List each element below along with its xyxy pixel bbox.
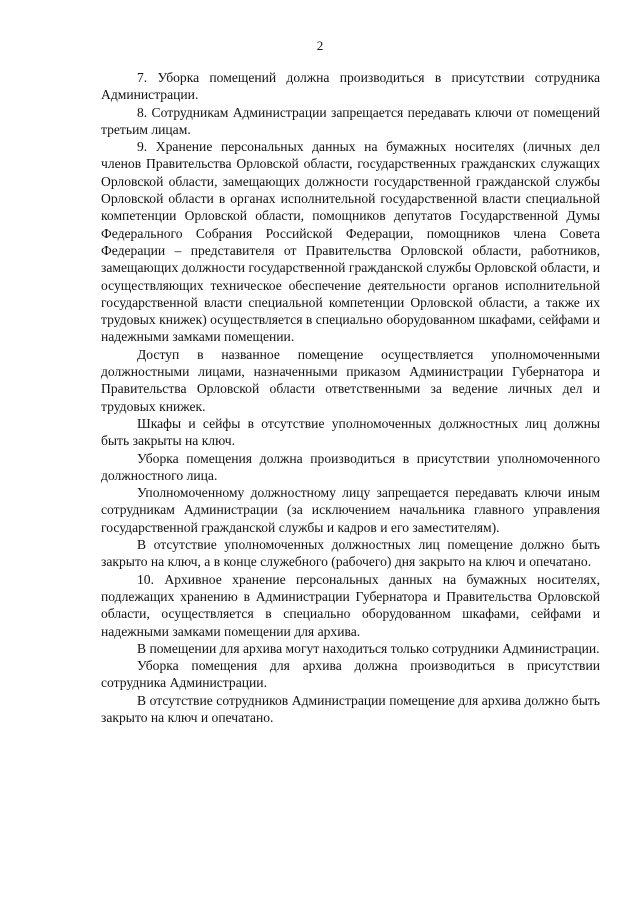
paragraph-keys: Уполномоченному должностному лицу запрещается передавать ключи иным сотрудникам Администрации (за исключением начальника главного управления государственной гражданской службы и кадров и его заместителям).	[101, 485, 600, 535]
paragraph-item-9: 9. Хранение персональных данных на бумажных носителях (личных дел членов Правительства Орловской области, государственных гражданских служащих Орловской области, замещающих должности государственной гражданской службы Орловской области в органах исполнительной государственной власти специальной компетенции Орловской области, помощников депутатов Государственной Думы Федерального Собрания Российской Федерации, помощников члена Совета Федерации – представителя от Правительства Орловской области, работников, замещающих должности государственной гражданской службы Орловской области, и осуществляющих техническое обеспечение деятельности органов исполнительной государственной власти специальной компетенции Орловской области, а также их трудовых книжек) осуществляется в специально оборудованном шкафами, сейфами и надежными замками помещении.	[101, 139, 600, 345]
paragraph-access: Доступ в названное помещение осуществляется уполномоченными должностными лицами, назначенными приказом Администрации Губернатора и Правительства Орловской области ответственными за ведение личных дел и трудовых книжек.	[101, 346, 600, 414]
document-body	[101, 69, 600, 726]
paragraph-archive-absence: В отсутствие сотрудников Администрации помещение для архива должно быть закрыто на ключ и опечатано.	[101, 692, 600, 725]
page-number: 2	[316, 38, 324, 53]
paragraph-item-8: 8. Сотрудникам Администрации запрещается передавать ключи от помещений третьим лицам.	[101, 104, 600, 137]
paragraph-archive-cleaning: Уборка помещения для архива должна производиться в присутствии сотрудника Администрации.	[101, 658, 600, 691]
paragraph-item-10: 10. Архивное хранение персональных данных на бумажных носителях, подлежащих хранению в Администрации Губернатора и Правительства Орловской области, осуществляется в специально оборудованном шкафами, сейфами и надежными замками помещении для архива.	[101, 571, 600, 639]
paragraph-absence: В отсутствие уполномоченных должностных лиц помещение должно быть закрыто на ключ, а в конце служебного (рабочего) дня закрыто на ключ и опечатано.	[101, 537, 600, 570]
paragraph-cabinets: Шкафы и сейфы в отсутствие уполномоченных должностных лиц должны быть закрыты на ключ.	[101, 415, 600, 449]
paragraph-archive-staff: В помещении для архива могут находиться только сотрудники Администрации.	[137, 640, 600, 656]
paragraph-cleaning: Уборка помещения должна производиться в присутствии уполномоченного должностного лица.	[101, 450, 600, 483]
paragraph-item-7: 7. Уборка помещений должна производиться в присутствии сотрудника Администрации.	[101, 70, 600, 103]
